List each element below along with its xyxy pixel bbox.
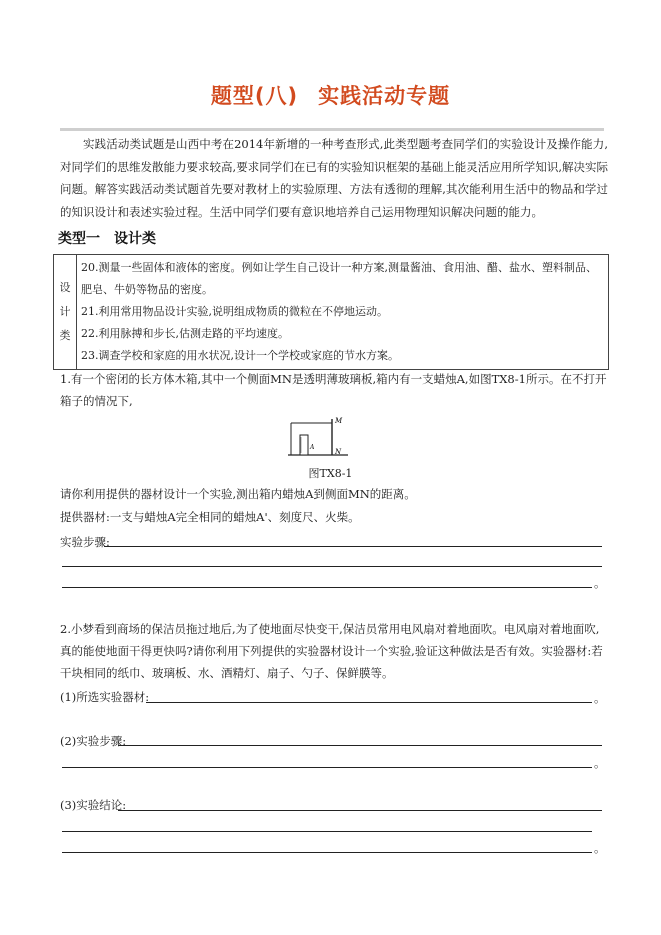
q2-period: 。 <box>594 756 606 770</box>
q2-period: 。 <box>594 691 606 705</box>
label-n: N <box>335 448 342 456</box>
design-requirements-table <box>53 254 609 370</box>
q2-stem: 2.小梦看到商场的保洁员拖过地后,为了使地面尽快变干,保洁员常用电风扇对着地面吹。电风扇对着地面吹,真的能使地面干得更快吗?请你利用下列提供的实验器材设计一个实验,验证这种做法是否有效。实验器材:若干块相同的纸巾、玻璃板、水、酒精灯、扇子、勺子、保鲜膜等。 <box>60 622 603 680</box>
q2-part1-label: (1)所选实验器材: <box>60 690 150 704</box>
answer-line[interactable] <box>62 587 592 588</box>
q1-period: 。 <box>594 576 606 590</box>
q1-task: 请你利用提供的器材设计一个实验,测出箱内蜡烛A到侧面MN的距离。 <box>60 487 416 501</box>
q2-part3-label: (3)实验结论: <box>60 798 127 812</box>
answer-line[interactable] <box>62 831 592 832</box>
answer-line[interactable] <box>146 702 592 703</box>
figure-tx8-1 <box>288 415 368 465</box>
box-diagram <box>288 415 368 461</box>
q2-part2-label: (2)实验步骤: <box>60 734 127 748</box>
answer-line[interactable] <box>118 745 602 746</box>
answer-line[interactable] <box>104 546 602 547</box>
title-sub: 实践活动专题 <box>318 84 451 108</box>
table-item: 21.利用常用物品设计实验,说明组成物质的微粒在不停地运动。 <box>81 305 388 318</box>
answer-line[interactable] <box>62 566 602 567</box>
section-label: 类型一 <box>58 231 100 247</box>
label-a: A <box>310 444 315 451</box>
page-title <box>0 80 661 110</box>
items-cell <box>77 255 609 370</box>
q1-steps-label: 实验步骤: <box>60 535 110 549</box>
q1-stem: 1.有一个密闭的长方体木箱,其中一个侧面MN是透明薄玻璃板,箱内有一支蜡烛A,如图TX8-1所示。在不打开箱子的情况下, <box>60 372 607 408</box>
section-name: 设计类 <box>114 231 156 247</box>
section-heading <box>58 228 156 248</box>
intro-paragraph: 实践活动类试题是山西中考在2014年新增的一种考查形式,此类型题考查同学们的实验设计及操作能力,对同学们的思维发散能力要求较高,要求同学们在已有的实验知识框架的基础上能灵活应用所学知识,解决实际问题。解答实践活动类试题首先要对教材上的实验原理、方法有透彻的理解,其次能利用生活中的物品和学过的知识设计和表述实验过程。生活中同学们要有意识地培养自己运用物理知识解决问题的能力。 <box>60 137 608 219</box>
table-item: 20.测量一些固体和液体的密度。例如让学生自己设计一种方案,测量酱油、食用油、醋、盐水、塑料制品、肥皂、牛奶等物品的密度。 <box>81 261 597 296</box>
category-char: 设 <box>59 281 71 294</box>
label-m: M <box>335 417 343 425</box>
category-cell <box>54 255 77 370</box>
answer-line[interactable] <box>62 767 592 768</box>
category-char: 计 <box>59 305 71 318</box>
table-item: 23.调查学校和家庭的用水状况,设计一个学校或家庭的节水方案。 <box>81 349 399 362</box>
table-item: 22.利用脉搏和步长,估测走路的平均速度。 <box>81 327 289 340</box>
figure-caption: 图TX8-1 <box>308 467 353 480</box>
q2-period: 。 <box>594 841 606 855</box>
answer-line[interactable] <box>62 852 592 853</box>
answer-line[interactable] <box>118 810 602 811</box>
q1-equipment: 提供器材:一支与蜡烛A完全相同的蜡烛A'、刻度尺、火柴。 <box>60 510 360 524</box>
category-char: 类 <box>59 329 71 342</box>
title-divider <box>60 128 604 131</box>
title-main: 题型(八) <box>210 84 299 108</box>
